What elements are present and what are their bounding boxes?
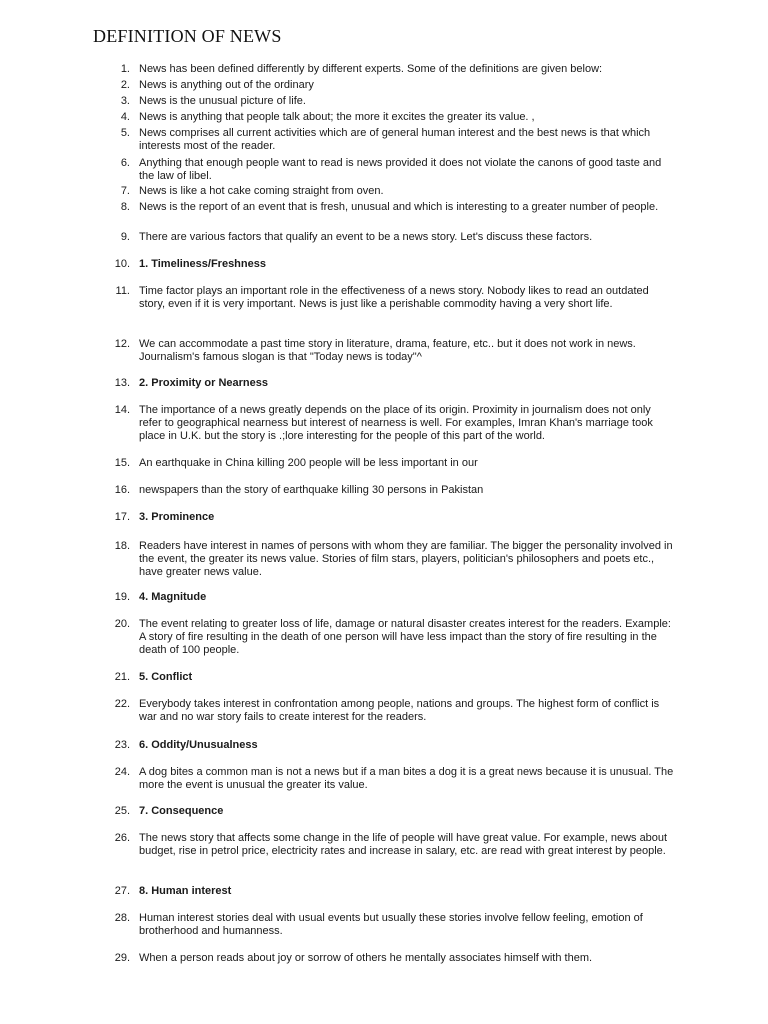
section-heading: 5. Conflict (139, 671, 193, 683)
section-heading: 3. Prominence (139, 511, 215, 523)
list-item-number: 4. (120, 111, 130, 123)
list-item-number: 24. (114, 766, 130, 778)
section-heading: 4. Magnitude (139, 591, 207, 603)
list-item-text: newspapers than the story of earthquake killing 30 persons in Pakistan (139, 484, 484, 496)
list-item-text: Human interest stories deal with usual events but usually these stories involve fellow feeling, emotion of brotherhood and humanness. (139, 912, 643, 937)
list-item-number: 5. (120, 127, 130, 139)
section-heading: 8. Human interest (139, 885, 232, 897)
list-item-number: 14. (114, 404, 130, 416)
list-item-text: News is like a hot cake coming straight from oven. (139, 185, 384, 197)
list-item-text: News is anything that people talk about; the more it excites the greater its value. , (139, 111, 535, 123)
list-item-number: 19. (114, 591, 130, 603)
list-item-text: Time factor plays an important role in the effectiveness of a news story. Nobody likes to read an outdated story, even if it is very important. News is just like a perishable commodity having a very short life. (139, 285, 649, 310)
list-item-text: News comprises all current activities which are of general human interest and the best news is that which interests most of the reader. (139, 127, 651, 152)
list-item-text: News is the report of an event that is fresh, unusual and which is interesting to a greater number of people. (139, 201, 659, 213)
list-item-number: 22. (114, 698, 130, 710)
document-title: DEFINITION OF NEWS (93, 26, 282, 46)
list-item-number: 9. (120, 231, 130, 243)
list-item-number: 21. (114, 671, 130, 683)
list-item-number: 6. (120, 157, 130, 169)
list-item-text: There are various factors that qualify an event to be a news story. Let's discuss these factors. (139, 231, 593, 243)
list-item-number: 23. (114, 739, 130, 751)
list-item-number: 13. (114, 377, 130, 389)
section-heading: 2. Proximity or Nearness (139, 377, 269, 389)
list-item-number: 29. (114, 952, 130, 964)
list-item-number: 1. (120, 63, 130, 75)
list-item-text: A dog bites a common man is not a news but if a man bites a dog it is a great news because it is unusual. The more the event is unusual the greater its value. (139, 766, 674, 791)
list-item-text: The importance of a news greatly depends on the place of its origin. Proximity in journalism does not only refer to geographical nearness but interest of nearness is well. For examples, Imran Khan's marriage took place in U.K. but the story is .;lore interesting for the people of this part of the world. (139, 404, 653, 442)
list-item-text: Anything that enough people want to read is news provided it does not violate the canons of good taste and the law of libel. (139, 157, 662, 182)
list-item-text: The event relating to greater loss of life, damage or natural disaster creates interest for the readers. Example: A story of fire resulting in the death of one person will have less impact than the story of fire resulting in the death of 100 people. (139, 618, 671, 656)
list-item-number: 20. (114, 618, 130, 630)
list-item-number: 16. (114, 484, 130, 496)
list-item-number: 10. (114, 258, 130, 270)
list-item-number: 2. (120, 79, 130, 91)
list-item-number: 25. (114, 805, 130, 817)
list-item-text: We can accommodate a past time story in literature, drama, feature, etc.. but it does not work in news. Journalism's famous slogan is that "Today news is today"^ (139, 338, 636, 363)
list-item-number: 7. (120, 185, 130, 197)
list-item-number: 11. (115, 285, 130, 297)
section-heading: 1. Timeliness/Freshness (139, 258, 266, 270)
list-item-number: 12. (114, 338, 130, 350)
list-item-text: News is the unusual picture of life. (139, 95, 306, 107)
list-item-text: Everybody takes interest in confrontation among people, nations and groups. The highest form of conflict is war and no war story fails to create interest for the readers. (139, 698, 660, 723)
list-item-text: Readers have interest in names of persons with whom they are familiar. The bigger the personality involved in the event, the greater its news value. Stories of film stars, players, politician's philosophers and poets etc., have greater news value. (139, 540, 673, 578)
list-item-number: 8. (120, 201, 130, 213)
list-item-number: 26. (114, 832, 130, 844)
list-item-text: News is anything out of the ordinary (139, 79, 314, 91)
list-item-text: An earthquake in China killing 200 people will be less important in our (139, 457, 478, 469)
list-item-number: 17. (114, 511, 130, 523)
list-item-text: News has been defined differently by different experts. Some of the definitions are given below: (139, 63, 603, 75)
section-heading: 6. Oddity/Unusualness (139, 739, 258, 751)
list-item-number: 15. (114, 457, 130, 469)
section-heading: 7. Consequence (139, 805, 224, 817)
list-item-number: 3. (120, 95, 130, 107)
list-item-number: 28. (114, 912, 130, 924)
list-item-number: 27. (114, 885, 130, 897)
list-item-number: 18. (114, 540, 130, 552)
list-item-text: When a person reads about joy or sorrow of others he mentally associates himself with them. (139, 952, 593, 964)
list-item-text: The news story that affects some change in the life of people will have great value. For example, news about budget, rise in petrol price, electricity rates and increase in salary, etc. are read with great interest by people. (139, 832, 668, 857)
